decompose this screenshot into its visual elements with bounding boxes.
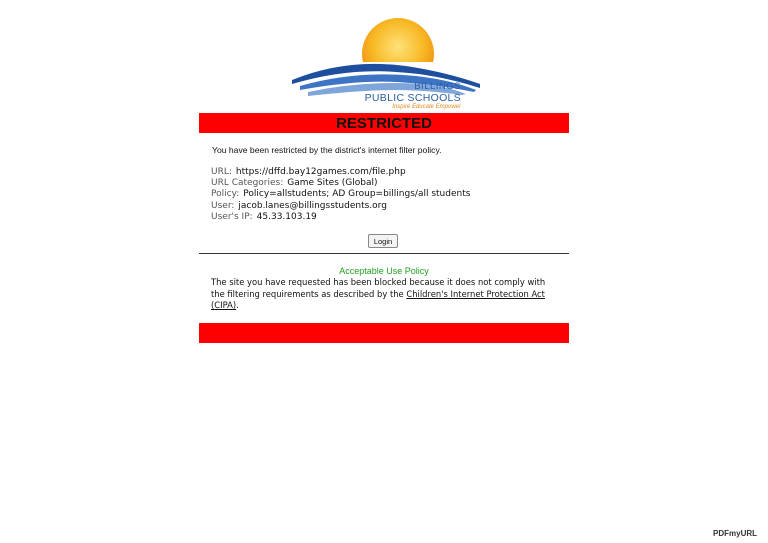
ip-row bbox=[211, 212, 470, 223]
aup-text-end: . bbox=[236, 300, 239, 310]
cipa-link[interactable]: Children's Internet Protection Act (CIPA) bbox=[211, 288, 545, 310]
logo-tagline: Inspire Educate Empower bbox=[392, 104, 461, 110]
url-row bbox=[211, 167, 470, 178]
ip-value: 45.33.103.19 bbox=[256, 211, 317, 222]
url-value: https://dffd.bay12games.com/file.php bbox=[235, 167, 406, 177]
restriction-message: You have been restricted by the district's internet filter policy. bbox=[212, 145, 442, 155]
aup-text bbox=[211, 277, 556, 312]
policy-row bbox=[211, 189, 470, 200]
policy-value: Policy=allstudents; AD Group=billings/all students bbox=[243, 189, 471, 200]
url-label: URL: bbox=[211, 167, 232, 177]
ip-label: User's IP: bbox=[211, 211, 253, 222]
categories-value: Game Sites (Global) bbox=[287, 178, 378, 189]
user-label: User: bbox=[211, 200, 235, 211]
aup-title: Acceptable Use Policy bbox=[339, 266, 429, 276]
restricted-title: RESTRICTED bbox=[336, 115, 432, 132]
policy-label: Policy: bbox=[211, 189, 240, 200]
district-logo bbox=[286, 14, 482, 112]
pdfmyurl-badge: PDFmyURL bbox=[713, 529, 758, 538]
logo-public-schools-text: PUBLIC SCHOOLS bbox=[364, 92, 461, 104]
section-divider bbox=[199, 253, 569, 254]
user-row bbox=[211, 201, 470, 212]
user-value: jacob.lanes@billingsstudents.org bbox=[238, 200, 387, 211]
restricted-banner bbox=[199, 113, 569, 133]
categories-label: URL Categories: bbox=[211, 178, 284, 189]
block-details bbox=[211, 167, 470, 223]
categories-row bbox=[211, 178, 470, 189]
login-button[interactable]: Login bbox=[368, 234, 398, 248]
aup-text-body: The site you have requested has been blocked because it does not comply with the filtering requirements as described by the bbox=[211, 277, 546, 299]
logo-billings-text: BILLINGS bbox=[414, 81, 461, 92]
bottom-banner bbox=[199, 323, 569, 343]
